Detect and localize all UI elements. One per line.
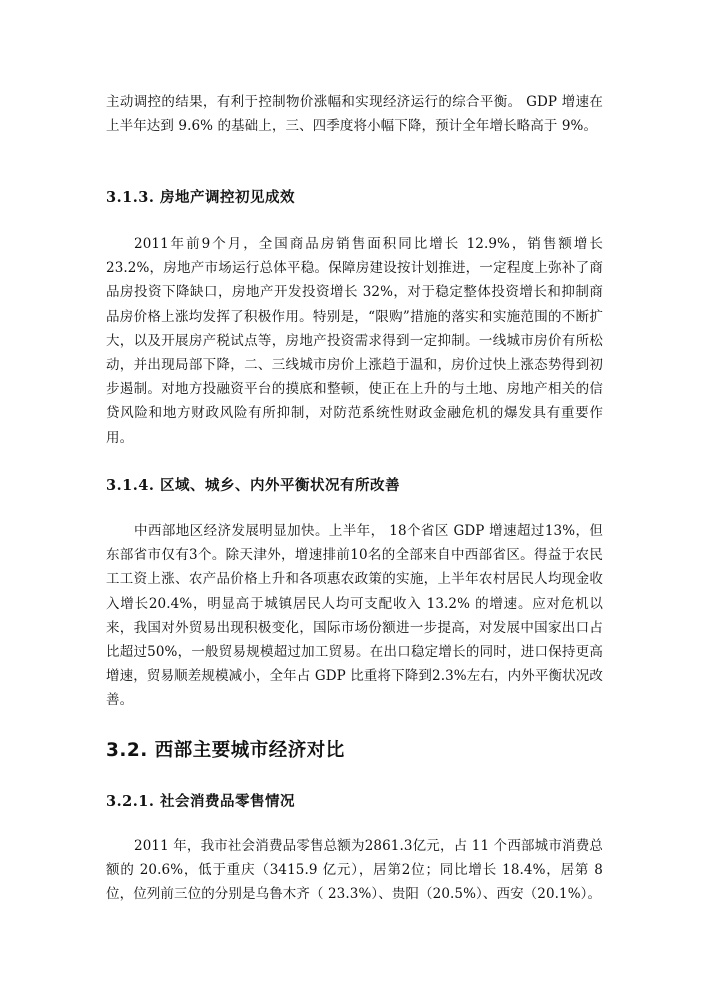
paragraph-macro-summary: 主动调控的结果，有利于控制物价涨幅和实现经济运行的综合平衡。 GDP 增速在上半年达到 9.6% 的基础上，三、四季度将小幅下降，预计全年增长略高于 9%。 bbox=[106, 94, 603, 135]
heading-3-2: 3.2. 西部主要城市经济对比 bbox=[106, 740, 345, 761]
heading-3-1-4: 3.1.4. 区域、城乡、内外平衡状况有所改善 bbox=[106, 477, 400, 494]
paragraph-retail-sales: 2011 年，我市社会消费品零售总额为2861.3亿元，占 11 个西部城市消费总额的 20.6%，低于重庆（3415.9 亿元），居第2位；同比增长 18.4%，居第 8 位，位列前三位的分别是乌鲁木齐（ 23.3%）、贵阳（20.5%）、西安（20.1%）。 bbox=[106, 838, 603, 903]
heading-3-2-1: 3.2.1. 社会消费品零售情况 bbox=[106, 793, 295, 810]
paragraph-regional-balance: 中西部地区经济发展明显加快。上半年， 18个省区 GDP 增速超过13%，但东部省市仅有3个。除天津外，增速排前10名的全部来自中西部省区。得益于农民工工资上涨、农产品价格上升和各项惠农政策的实施，上半年农村居民人均现金收入增长20.4%，明显高于城镇居民人均可支配收入 13.2% 的增速。应对危机以来，我国对外贸易出现积极变化，国际市场份额进一步提高，对发展中国家出口占比超过50%，一般贸易规模超过加工贸易。在出口稳定增长的同时，进口保持更高增速，贸易顺差规模减小，全年占 GDP 比重将下降到2.3%左右，内外平衡状况改善。 bbox=[106, 523, 603, 709]
paragraph-real-estate: 2011年前9个月，全国商品房销售面积同比增长 12.9%，销售额增长 23.2%，房地产市场运行总体平稳。保障房建设按计划推进，一定程度上弥补了商品房投资下降缺口，房地产开发投资增长 32%，对于稳定整体投资增长和抑制商品房价格上涨均发挥了积极作用。特别是，“限购”措施的落实和实施范围的不断扩大，以及开展房产税试点等，房地产投资需求得到一定抑制。一线城市房价有所松动，并出现局部下降，二、三线城市房价上涨趋于温和，房价过快上涨态势得到初步遏制。对地方投融资平台的摸底和整顿，使正在上升的与土地、房地产相关的信贷风险和地方财政风险有所抑制，对防范系统性财政金融危机的爆发具有重要作用。 bbox=[106, 236, 603, 446]
heading-3-1-3: 3.1.3. 房地产调控初见成效 bbox=[106, 189, 295, 206]
